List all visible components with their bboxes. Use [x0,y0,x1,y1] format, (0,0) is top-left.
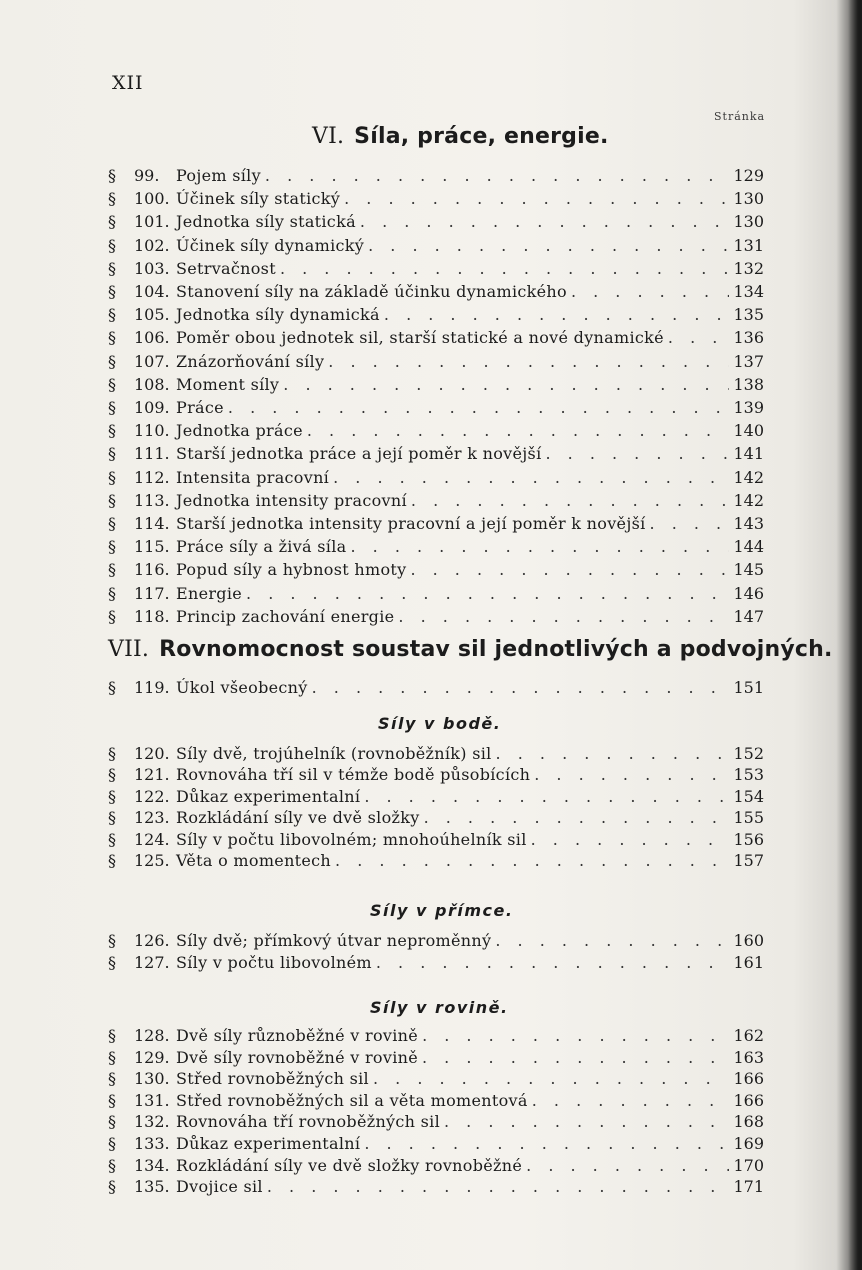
toc-entry [108,235,764,257]
entry-number: 130. [134,1069,170,1089]
entry-page: 132 [733,258,764,278]
entry-number: 125. [134,851,170,870]
section-sign: § [108,189,116,209]
entry-title: Stanovení síly na základě účinku dynamického [176,282,567,301]
dot-leader [364,786,729,808]
section-sign: § [108,467,116,487]
dot-leader [280,258,730,280]
section-sign: § [108,1047,116,1067]
dot-leader [344,188,729,210]
entry-title: Rovnováha tří rovnoběžných sil [176,1112,440,1132]
entry-number: 117. [134,583,170,603]
entry-number: 124. [134,829,170,849]
section-sign: § [108,1026,116,1045]
entry-number: 132. [134,1112,170,1132]
section-sign: § [108,305,116,325]
toc-entry [108,677,764,699]
section-sign: § [108,560,116,580]
entry-page: 154 [733,786,764,806]
entry-page: 137 [733,351,764,371]
dot-leader [571,281,730,303]
section-sign: § [108,514,116,533]
entry-title: Poměr obou jednotek sil, starší statické a nové dynamické [176,328,664,348]
entry-number: 122. [134,786,170,806]
dot-leader [265,165,730,187]
dot-leader [668,327,730,349]
entry-number: 128. [134,1026,170,1045]
page-column-label: Stránka [714,110,766,123]
toc-entry [108,1133,764,1155]
dot-leader [373,1068,729,1090]
dot-leader [545,443,729,465]
entry-page: 169 [733,1134,764,1153]
toc-entry [108,850,764,872]
dot-leader [350,536,729,558]
dot-leader [650,513,730,535]
toc-entry [108,281,764,303]
entry-number: 106. [134,328,170,348]
entry-number: 114. [134,514,170,533]
page-number: XII [112,72,144,94]
dot-leader [328,351,729,373]
entry-page: 142 [733,490,764,510]
entry-title: Rozkládání síly ve dvě složky rovnoběžné [176,1155,523,1175]
entry-page: 142 [733,467,764,487]
dot-leader [312,677,730,699]
toc-entry [108,1025,764,1047]
entry-title: Setrvačnost [176,258,276,278]
entry-page: 141 [733,444,764,464]
chapter-number: VII. [108,637,150,662]
entry-page: 129 [733,166,764,185]
entry-title: Jednotka síly statická [176,212,356,232]
entry-number: 105. [134,305,170,325]
entry-page: 140 [733,421,764,441]
entry-title: Jednotka síly dynamická [176,305,380,325]
section-sign: § [108,398,116,417]
toc-entry [108,1111,764,1133]
dot-leader [411,490,730,512]
section-sign: § [108,851,116,870]
toc-entry [108,327,764,349]
entry-title: Princip zachování energie [176,606,395,626]
toc-entry [108,1068,764,1090]
entry-title: Pojem síly [176,166,261,185]
entry-page: 135 [733,305,764,325]
section-sign: § [108,829,116,849]
entry-page: 130 [733,212,764,232]
section-sign: § [108,583,116,603]
toc-entry [108,165,764,187]
toc-entry [108,258,764,280]
toc-entry [108,467,764,489]
entry-number: 113. [134,490,170,510]
entry-page: 157 [733,851,764,870]
book-spine-shadow [848,0,862,1270]
section-heading: Síly v přímce. [370,901,514,920]
dot-leader [444,1111,729,1133]
entry-title: Starší jednotka intensity pracovní a její poměr k novější [176,514,646,533]
dot-leader [424,807,730,829]
section-sign: § [108,1134,116,1153]
dot-leader [422,1025,729,1047]
entry-title: Dvě síly různoběžné v rovině [176,1026,419,1045]
section-sign: § [108,328,116,348]
section-sign: § [108,444,116,464]
entry-title: Práce síly a živá síla [176,537,347,557]
entry-page: 170 [733,1155,764,1175]
section-sign: § [108,1155,116,1175]
dot-leader [368,235,729,257]
dot-leader [307,420,730,442]
entry-title: Důkaz experimentalní [176,786,361,806]
toc-entry [108,807,764,829]
dot-leader [283,374,729,396]
entry-number: 111. [134,444,170,464]
section-sign: § [108,1112,116,1132]
entry-title: Účinek síly statický [176,189,341,209]
entry-page: 155 [733,808,764,828]
entry-page: 136 [733,328,764,348]
dot-leader [333,467,729,489]
toc-entry [108,743,764,765]
section-sign: § [108,490,116,510]
dot-leader [228,397,730,419]
toc-entry [108,490,764,512]
dot-leader [495,930,729,952]
entry-title: Střed rovnoběžných sil a věta momentová [176,1090,528,1110]
toc-entry [108,930,764,952]
dot-leader [496,743,730,765]
chapter-heading-vi [312,124,609,149]
entry-title: Energie [176,583,243,603]
entry-page: 143 [733,514,764,533]
entry-number: 121. [134,765,170,785]
entry-page: 163 [733,1047,764,1067]
entry-title: Střed rovnoběžných sil [176,1069,369,1089]
entry-number: 102. [134,235,170,255]
entry-page: 166 [733,1090,764,1110]
entry-page: 160 [733,931,764,950]
toc-entry [108,374,764,396]
toc-entry [108,351,764,373]
dot-leader [267,1176,730,1198]
entry-title: Popud síly a hybnost hmoty [176,560,407,580]
entry-page: 156 [733,829,764,849]
section-sign: § [108,606,116,626]
section-sign: § [108,537,116,557]
dot-leader [422,1047,729,1069]
entry-title: Moment síly [176,374,280,394]
dot-leader [526,1155,729,1177]
entry-number: 104. [134,282,170,301]
toc-entry [108,606,764,628]
entry-page: 168 [733,1112,764,1132]
entry-number: 127. [134,953,170,972]
toc-entry [108,1176,764,1198]
section-sign: § [108,1090,116,1110]
entry-page: 146 [733,583,764,603]
entry-number: 123. [134,808,170,828]
dot-leader [398,606,729,628]
dot-leader [376,952,730,974]
entry-title: Rozkládání síly ve dvě složky [176,808,420,828]
entry-title: Úkol všeobecný [176,678,308,697]
toc-entry [108,786,764,808]
entry-page: 131 [733,235,764,255]
toc-entry [108,1047,764,1069]
dot-leader [532,1090,730,1112]
toc-entry [108,952,764,974]
entry-number: 134. [134,1155,170,1175]
toc-entry [108,304,764,326]
entry-number: 119. [134,678,170,697]
entry-title: Rovnováha tří sil v témže bodě působících [176,765,531,785]
entry-page: 171 [733,1177,764,1197]
entry-number: 99. [134,166,160,185]
entry-number: 115. [134,537,170,557]
entry-title: Síly v počtu libovolném [176,953,372,972]
section-sign: § [108,282,116,301]
entry-page: 161 [733,953,764,972]
entry-number: 108. [134,374,170,394]
section-sign: § [108,744,116,763]
section-sign: § [108,374,116,394]
entry-page: 144 [733,537,764,557]
chapter-heading-vii [108,637,833,662]
entry-title: Věta o momentech [176,851,332,870]
entry-page: 130 [733,189,764,209]
toc-entry [108,829,764,851]
entry-page: 152 [733,744,764,763]
chapter-title: Rovnomocnost soustav sil jednotlivých a podvojných. [159,637,833,662]
entry-number: 118. [134,606,170,626]
entry-number: 103. [134,258,170,278]
entry-number: 131. [134,1090,170,1110]
dot-leader [531,829,730,851]
entry-number: 116. [134,560,170,580]
entry-title: Intensita pracovní [176,467,330,487]
dot-leader [534,764,729,786]
entry-number: 120. [134,744,170,763]
entry-title: Znázorňování síly [176,351,325,371]
toc-entry [108,188,764,210]
dot-leader [335,850,729,872]
section-sign: § [108,166,116,185]
toc-entry [108,1155,764,1177]
dot-leader [384,304,730,326]
toc-entry [108,559,764,581]
chapter-number: VI. [312,124,345,149]
section-sign: § [108,786,116,806]
entry-title: Síly dvě, trojúhelník (rovnoběžník) sil [176,744,492,763]
dot-leader [360,211,730,233]
entry-number: 135. [134,1177,170,1197]
entry-title: Síly dvě; přímkový útvar neproměnný [176,931,492,950]
entry-number: 100. [134,189,170,209]
section-sign: § [108,953,116,972]
entry-title: Práce [176,398,224,417]
entry-number: 112. [134,467,170,487]
section-heading: Síly v rovině. [370,998,509,1017]
section-sign: § [108,1177,116,1197]
entry-page: 166 [733,1069,764,1089]
toc-entry [108,211,764,233]
toc-entry [108,536,764,558]
dot-leader [364,1133,729,1155]
dot-leader [410,559,729,581]
entry-title: Starší jednotka práce a její poměr k novější [176,444,542,464]
entry-number: 129. [134,1047,170,1067]
entry-page: 153 [733,765,764,785]
entry-title: Jednotka práce [176,421,303,441]
entry-title: Účinek síly dynamický [176,235,365,255]
entry-page: 162 [733,1026,764,1045]
section-sign: § [108,351,116,371]
toc-entry [108,443,764,465]
entry-title: Dvojice sil [176,1177,263,1197]
entry-title: Síly v počtu libovolném; mnohoúhelník sil [176,829,527,849]
entry-number: 110. [134,421,170,441]
section-sign: § [108,678,116,697]
entry-number: 107. [134,351,170,371]
chapter-title: Síla, práce, energie. [354,124,609,149]
entry-page: 138 [733,374,764,394]
section-sign: § [108,421,116,441]
toc-entry [108,397,764,419]
section-sign: § [108,808,116,828]
toc-entry [108,583,764,605]
dot-leader [246,583,729,605]
toc-entry [108,764,764,786]
section-sign: § [108,258,116,278]
entry-page: 145 [733,560,764,580]
entry-page: 147 [733,606,764,626]
entry-number: 133. [134,1134,170,1153]
section-sign: § [108,235,116,255]
entry-number: 109. [134,398,170,417]
toc-entry [108,513,764,535]
entry-title: Dvě síly rovnoběžné v rovině [176,1047,418,1067]
section-sign: § [108,931,116,950]
section-sign: § [108,212,116,232]
section-sign: § [108,1069,116,1089]
entry-title: Důkaz experimentalní [176,1134,361,1153]
entry-number: 126. [134,931,170,950]
entry-page: 151 [733,678,764,697]
entry-number: 101. [134,212,170,232]
toc-entry [108,1090,764,1112]
entry-title: Jednotka intensity pracovní [176,490,407,510]
toc-entry [108,420,764,442]
section-sign: § [108,765,116,785]
section-heading: Síly v bodě. [378,714,502,733]
entry-page: 139 [733,398,764,417]
entry-page: 134 [733,282,764,301]
